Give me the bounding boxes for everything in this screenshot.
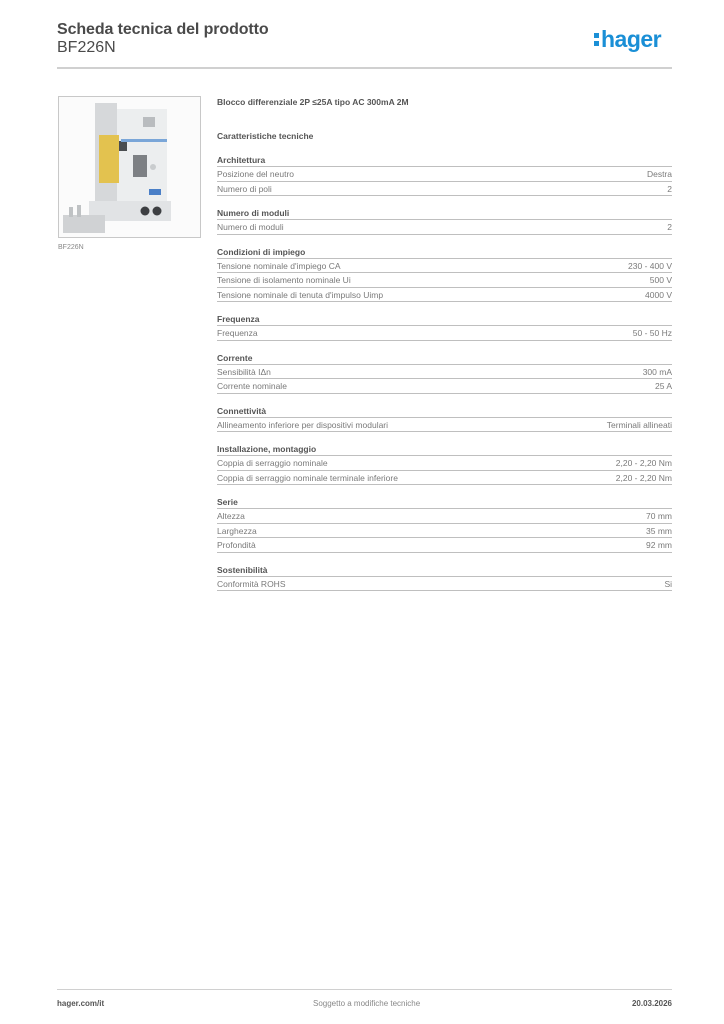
spec-group bbox=[217, 246, 672, 303]
spec-value: Si bbox=[664, 578, 672, 589]
spec-label: Sensibilità IΔn bbox=[217, 366, 271, 377]
spec-value: 500 V bbox=[649, 275, 672, 285]
spec-value: 35 mm bbox=[646, 525, 672, 536]
spec-row bbox=[217, 273, 672, 288]
spec-value: 25 A bbox=[654, 381, 672, 391]
spec-group bbox=[217, 564, 672, 592]
spec-value: 2 bbox=[667, 183, 672, 194]
spec-value: 2,20 - 2,20 Nm bbox=[615, 458, 672, 468]
spec-row bbox=[217, 524, 672, 539]
spec-group bbox=[217, 496, 672, 553]
footer-website-link[interactable]: hager.com/it bbox=[57, 999, 105, 1008]
spec-value: Destra bbox=[646, 169, 672, 179]
spec-value: 70 mm bbox=[646, 511, 672, 521]
spec-label: Allineamento inferiore per dispositivi modulari bbox=[217, 419, 389, 430]
spec-label: Posizione del neutro bbox=[217, 169, 295, 179]
footer-notice: Soggetto a modifiche tecniche bbox=[313, 999, 421, 1008]
product-code: BF226N bbox=[57, 39, 116, 56]
spec-group-title: Numero di moduli bbox=[217, 207, 672, 220]
spec-group-title: Sostenibilità bbox=[217, 564, 672, 577]
page-title: Scheda tecnica del prodotto bbox=[57, 21, 269, 38]
spec-label: Coppia di serraggio nominale bbox=[217, 458, 328, 468]
spec-row bbox=[217, 259, 672, 274]
spec-row bbox=[217, 365, 672, 380]
spec-group-title: Condizioni di impiego bbox=[217, 246, 672, 259]
spec-row bbox=[217, 456, 672, 471]
spec-groups bbox=[217, 154, 672, 591]
spec-group-title: Serie bbox=[217, 496, 672, 509]
spec-row bbox=[217, 538, 672, 553]
spec-label: Profondità bbox=[217, 540, 256, 550]
spec-row bbox=[217, 471, 672, 486]
spec-label: Frequenza bbox=[217, 328, 258, 338]
spec-row bbox=[217, 326, 672, 341]
spec-value: Terminali allineati bbox=[606, 419, 672, 430]
product-description: Blocco differenziale 2P ≤25A tipo AC 300mA 2M bbox=[217, 97, 409, 107]
spec-value: 4000 V bbox=[645, 289, 672, 300]
spec-row bbox=[217, 182, 672, 197]
footer-divider bbox=[57, 989, 672, 990]
spec-group bbox=[217, 207, 672, 235]
spec-group-title: Architettura bbox=[217, 154, 672, 167]
spec-row bbox=[217, 509, 672, 524]
spec-row bbox=[217, 288, 672, 303]
spec-row bbox=[217, 167, 672, 182]
spec-label: Conformità ROHS bbox=[217, 578, 286, 589]
spec-label: Tensione nominale d'impiego CA bbox=[217, 260, 341, 271]
spec-group-title: Installazione, montaggio bbox=[217, 443, 672, 456]
spec-label: Coppia di serraggio nominale terminale inferiore bbox=[217, 472, 398, 483]
spec-label: Tensione di isolamento nominale Ui bbox=[217, 275, 351, 285]
specs-title: Caratteristiche tecniche bbox=[217, 131, 314, 141]
spec-group-title: Corrente bbox=[217, 352, 672, 365]
product-image bbox=[58, 96, 201, 238]
rcd-block-illustration bbox=[59, 97, 201, 238]
spec-content bbox=[217, 96, 672, 591]
spec-value: 50 - 50 Hz bbox=[632, 328, 672, 338]
spec-row bbox=[217, 418, 672, 433]
spec-label: Tensione nominale di tenuta d'impulso Uimp bbox=[217, 289, 384, 300]
spec-label: Altezza bbox=[217, 511, 245, 521]
spec-group bbox=[217, 352, 672, 394]
spec-group-title: Connettività bbox=[217, 405, 672, 418]
spec-row bbox=[217, 379, 672, 394]
spec-group bbox=[217, 405, 672, 433]
spec-value: 300 mA bbox=[642, 366, 672, 377]
spec-group bbox=[217, 313, 672, 341]
spec-row bbox=[217, 220, 672, 235]
spec-value: 92 mm bbox=[646, 540, 672, 550]
spec-label: Numero di moduli bbox=[217, 222, 284, 232]
spec-value: 2 bbox=[667, 222, 672, 232]
spec-label: Numero di poli bbox=[217, 183, 272, 194]
spec-group bbox=[217, 154, 672, 196]
spec-row bbox=[217, 577, 672, 592]
spec-value: 2,20 - 2,20 Nm bbox=[615, 472, 672, 483]
header-divider bbox=[57, 67, 672, 69]
spec-value: 230 - 400 V bbox=[628, 260, 672, 271]
spec-group-title: Frequenza bbox=[217, 313, 672, 326]
spec-label: Corrente nominale bbox=[217, 381, 287, 391]
spec-group bbox=[217, 443, 672, 485]
product-image-caption: BF226N bbox=[58, 244, 84, 251]
spec-label: Larghezza bbox=[217, 525, 257, 536]
footer-date: 20.03.2026 bbox=[631, 999, 672, 1008]
hager-logo: hager bbox=[601, 26, 662, 52]
